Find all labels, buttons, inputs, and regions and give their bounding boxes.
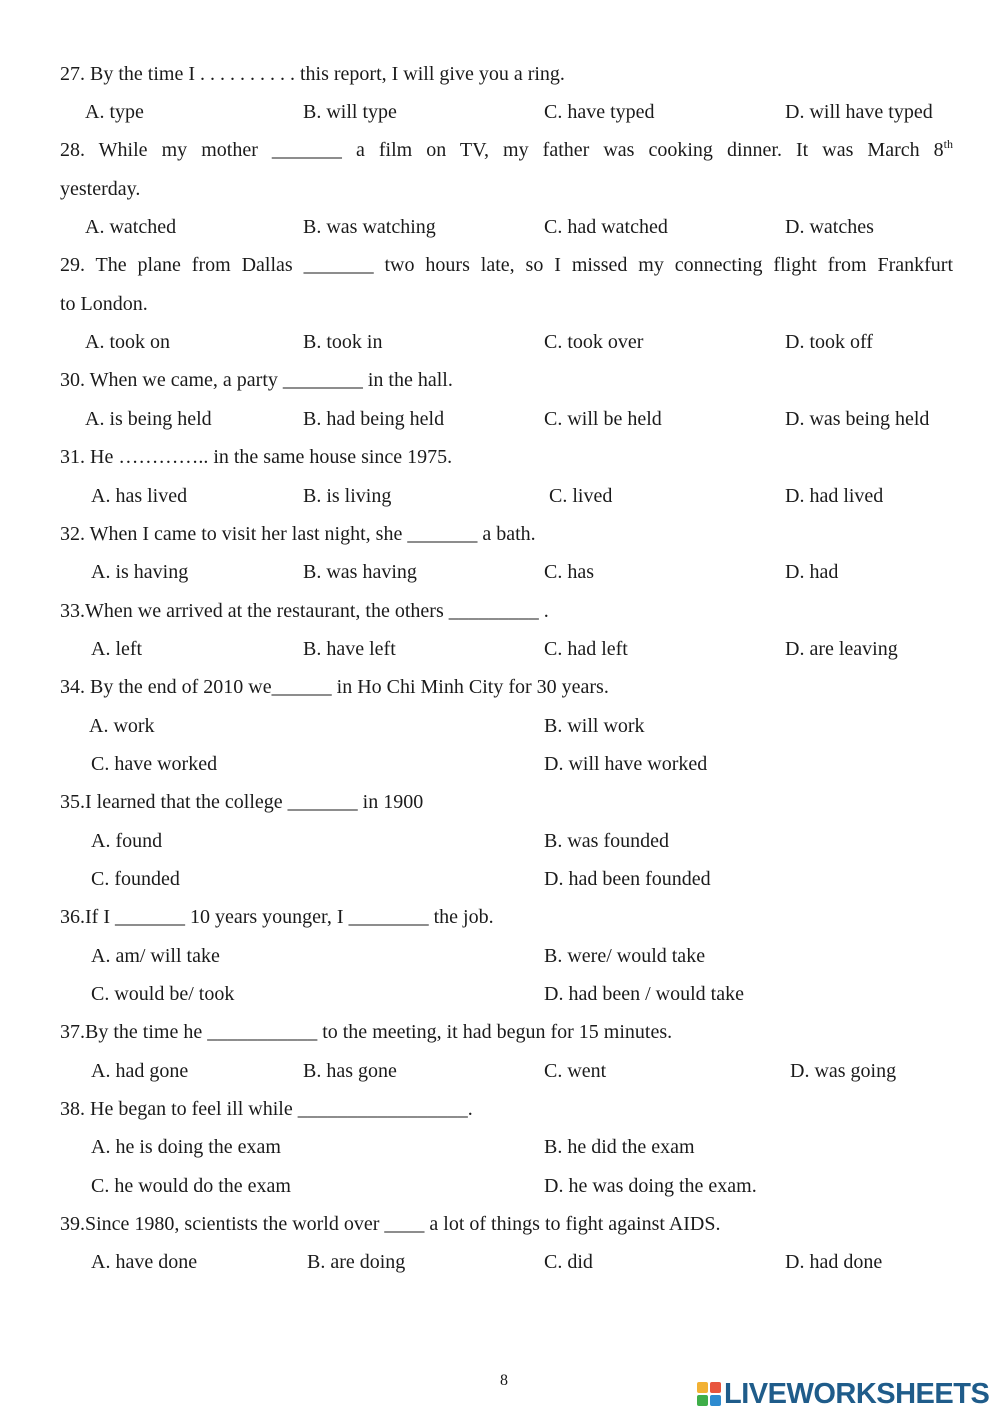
option-37-b[interactable]: B. has gone bbox=[303, 1060, 397, 1082]
option-28-d[interactable]: D. watches bbox=[785, 216, 874, 238]
option-28-b[interactable]: B. was watching bbox=[303, 216, 436, 238]
option-39-b[interactable]: B. are doing bbox=[307, 1251, 406, 1273]
question-28-continued: yesterday. bbox=[60, 178, 141, 200]
question-30: 30. When we came, a party ________ in the hall. bbox=[60, 369, 453, 391]
option-38-c[interactable]: C. he would do the exam bbox=[91, 1175, 291, 1197]
option-36-c[interactable]: C. would be/ took bbox=[91, 983, 235, 1005]
option-35-b[interactable]: B. was founded bbox=[544, 830, 669, 852]
question-29-continued: to London. bbox=[60, 293, 148, 315]
option-28-a[interactable]: A. watched bbox=[85, 216, 177, 238]
option-29-c[interactable]: C. took over bbox=[544, 331, 644, 353]
option-35-a[interactable]: A. found bbox=[91, 830, 163, 852]
question-28-text: 28. While my mother _______ a film on TV, my father was cooking dinner. It was March 8 bbox=[60, 139, 944, 161]
option-39-c[interactable]: C. did bbox=[544, 1251, 593, 1273]
option-29-a[interactable]: A. took on bbox=[85, 331, 170, 353]
option-27-c[interactable]: C. have typed bbox=[544, 101, 655, 123]
question-38: 38. He began to feel ill while _________________. bbox=[60, 1098, 473, 1120]
question-31: 31. He ………….. in the same house since 1975. bbox=[60, 446, 453, 468]
question-37: 37.By the time he ___________ to the meeting, it had begun for 15 minutes. bbox=[60, 1021, 673, 1043]
question-36: 36.If I _______ 10 years younger, I ________ the job. bbox=[60, 906, 494, 928]
logo-tile-4 bbox=[710, 1395, 721, 1406]
option-30-c[interactable]: C. will be held bbox=[544, 408, 662, 430]
option-37-c[interactable]: C. went bbox=[544, 1060, 607, 1082]
liveworksheets-logo[interactable] bbox=[697, 1378, 989, 1410]
question-35: 35.I learned that the college _______ in 1900 bbox=[60, 791, 424, 813]
option-38-a[interactable]: A. he is doing the exam bbox=[91, 1136, 281, 1158]
page-number: 8 bbox=[500, 1372, 508, 1389]
question-28 bbox=[60, 138, 953, 162]
question-32: 32. When I came to visit her last night, she _______ a bath. bbox=[60, 523, 536, 545]
question-29: 29. The plane from Dallas _______ two hours late, so I missed my connecting flight from Frankfurt bbox=[60, 254, 953, 276]
option-31-a[interactable]: A. has lived bbox=[91, 485, 188, 507]
option-36-a[interactable]: A. am/ will take bbox=[91, 945, 220, 967]
option-35-d[interactable]: D. had been founded bbox=[544, 868, 711, 890]
option-27-d[interactable]: D. will have typed bbox=[785, 101, 933, 123]
option-32-c[interactable]: C. has bbox=[544, 561, 594, 583]
option-34-d[interactable]: D. will have worked bbox=[544, 753, 708, 775]
option-29-d[interactable]: D. took off bbox=[785, 331, 873, 353]
option-28-c[interactable]: C. had watched bbox=[544, 216, 668, 238]
option-31-d[interactable]: D. had lived bbox=[785, 485, 884, 507]
option-38-d[interactable]: D. he was doing the exam. bbox=[544, 1175, 757, 1197]
logo-tile-3 bbox=[697, 1395, 708, 1406]
question-34: 34. By the end of 2010 we______ in Ho Chi Minh City for 30 years. bbox=[60, 676, 609, 698]
option-36-d[interactable]: D. had been / would take bbox=[544, 983, 744, 1005]
option-31-c[interactable]: C. lived bbox=[549, 485, 613, 507]
logo-text: LIVEWORKSHEETS bbox=[724, 1378, 990, 1410]
option-30-b[interactable]: B. had being held bbox=[303, 408, 445, 430]
question-33: 33.When we arrived at the restaurant, the others _________ . bbox=[60, 600, 549, 622]
option-27-b[interactable]: B. will type bbox=[303, 101, 397, 123]
question-39: 39.Since 1980, scientists the world over ____ a lot of things to fight against AIDS. bbox=[60, 1213, 721, 1235]
option-36-b[interactable]: B. were/ would take bbox=[544, 945, 706, 967]
option-27-a[interactable]: A. type bbox=[85, 101, 144, 123]
option-35-c[interactable]: C. founded bbox=[91, 868, 180, 890]
option-32-d[interactable]: D. had bbox=[785, 561, 839, 583]
option-33-a[interactable]: A. left bbox=[91, 638, 143, 660]
logo-tiles-icon bbox=[697, 1382, 721, 1406]
option-31-b[interactable]: B. is living bbox=[303, 485, 392, 507]
option-33-b[interactable]: B. have left bbox=[303, 638, 396, 660]
option-39-d[interactable]: D. had done bbox=[785, 1251, 883, 1273]
question-27: 27. By the time I . . . . . . . . . . this report, I will give you a ring. bbox=[60, 63, 565, 85]
option-30-d[interactable]: D. was being held bbox=[785, 408, 930, 430]
option-37-a[interactable]: A. had gone bbox=[91, 1060, 189, 1082]
option-38-b[interactable]: B. he did the exam bbox=[544, 1136, 695, 1158]
option-30-a[interactable]: A. is being held bbox=[85, 408, 212, 430]
option-37-d[interactable]: D. was going bbox=[790, 1060, 897, 1082]
option-34-c[interactable]: C. have worked bbox=[91, 753, 218, 775]
superscript-th: th bbox=[943, 137, 953, 151]
option-32-a[interactable]: A. is having bbox=[91, 561, 189, 583]
option-29-b[interactable]: B. took in bbox=[303, 331, 383, 353]
logo-tile-1 bbox=[697, 1382, 708, 1393]
option-32-b[interactable]: B. was having bbox=[303, 561, 417, 583]
logo-tile-2 bbox=[710, 1382, 721, 1393]
option-34-b[interactable]: B. will work bbox=[544, 715, 645, 737]
option-33-d[interactable]: D. are leaving bbox=[785, 638, 898, 660]
option-33-c[interactable]: C. had left bbox=[544, 638, 628, 660]
option-39-a[interactable]: A. have done bbox=[91, 1251, 198, 1273]
option-34-a[interactable]: A. work bbox=[89, 715, 155, 737]
